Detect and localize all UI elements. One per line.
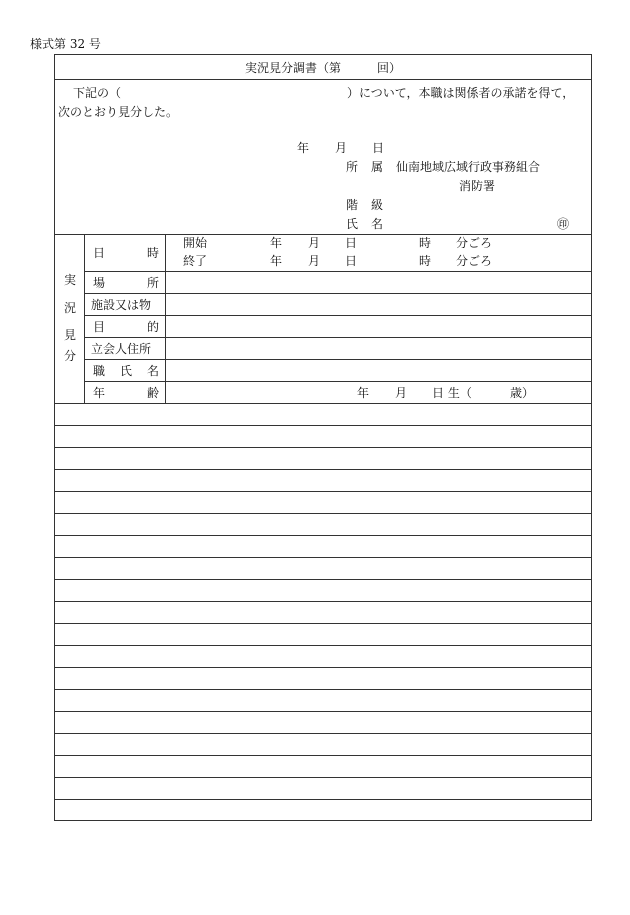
date-month-label: 月 [335, 141, 348, 155]
ruled-line [55, 425, 591, 426]
name-label-2: 名 [371, 217, 384, 231]
witness-address-label: 立会人住所 [91, 342, 152, 356]
row-divider [84, 315, 591, 316]
subject-blank[interactable] [125, 86, 347, 100]
ruled-line [55, 777, 591, 778]
ruled-line [55, 469, 591, 470]
side-label-char: 況 [64, 301, 77, 315]
witness-name-label-1: 職 [93, 364, 106, 378]
start-month: 月 [308, 236, 321, 250]
side-label-char: 実 [64, 273, 77, 287]
witness-name-label-2: 氏 [120, 364, 133, 378]
organization-name: 仙南地域広域行政事務組合 [396, 160, 541, 174]
witness-address-field[interactable] [167, 339, 589, 358]
place-label-1: 場 [93, 276, 106, 290]
end-hour: 時 [419, 254, 432, 268]
date-year-label: 年 [297, 141, 310, 155]
ruled-line [55, 491, 591, 492]
intro-suffix: ）について，本職は関係者の承諾を得て， [347, 86, 575, 100]
datetime-label-2: 時 [147, 246, 160, 260]
intro-prefix: 下記の（ [73, 86, 122, 100]
end-day: 日 [345, 254, 358, 268]
ruled-line [55, 579, 591, 580]
datetime-label-1: 日 [93, 246, 106, 260]
age-label-2: 齢 [147, 386, 160, 400]
purpose-label-2: 的 [147, 320, 160, 334]
ruled-line [55, 601, 591, 602]
place-label-2: 所 [147, 276, 160, 290]
end-year: 年 [270, 254, 283, 268]
ruled-line [55, 645, 591, 646]
witness-name-label-3: 名 [147, 364, 160, 378]
ruled-line [55, 557, 591, 558]
ruled-line [55, 689, 591, 690]
end-month: 月 [308, 254, 321, 268]
affiliation-label-2: 属 [371, 160, 384, 174]
age-label-1: 年 [93, 386, 106, 400]
start-year: 年 [270, 236, 283, 250]
table-top-border [55, 234, 591, 235]
purpose-label-1: 目 [93, 320, 106, 334]
end-label: 終了 [183, 254, 208, 268]
ruled-line [55, 447, 591, 448]
ruled-line [55, 733, 591, 734]
name-label-1: 氏 [346, 217, 359, 231]
row-divider [84, 381, 591, 382]
intro-line-2: 次のとおり見分した。 [58, 105, 179, 119]
ruled-line [55, 667, 591, 668]
start-hour: 時 [419, 236, 432, 250]
row-divider [84, 359, 591, 360]
document-title: 実況見分調書（第 回） [245, 61, 402, 75]
rank-label-2: 級 [371, 198, 384, 212]
side-label-char: 見 [64, 328, 77, 342]
birth-month: 月 [395, 386, 408, 400]
inspection-report-form [54, 54, 592, 821]
date-day-label: 日 [372, 141, 385, 155]
age-value: 歳） [510, 386, 535, 400]
birth-year: 年 [357, 386, 370, 400]
ruled-line [55, 799, 591, 800]
start-minute: 分ごろ [456, 236, 493, 250]
department-name: 消防署 [459, 179, 496, 193]
ruled-line [55, 755, 591, 756]
facility-label: 施設又は物 [91, 298, 152, 312]
side-label-char: 分 [64, 349, 77, 363]
ruled-line [55, 535, 591, 536]
purpose-field[interactable] [167, 317, 589, 336]
affiliation-label-1: 所 [346, 160, 359, 174]
start-day: 日 [345, 236, 358, 250]
ruled-writing-area[interactable] [55, 403, 591, 820]
row-divider [84, 293, 591, 294]
side-label-divider [84, 234, 85, 403]
facility-field[interactable] [167, 295, 589, 314]
rank-label-1: 階 [346, 198, 359, 212]
ruled-line [55, 513, 591, 514]
end-minute: 分ごろ [456, 254, 493, 268]
start-label: 開始 [183, 236, 208, 250]
title-divider [55, 79, 591, 80]
form-number-label: 様式第 32 号 [30, 37, 101, 51]
row-divider [84, 337, 591, 338]
witness-name-field[interactable] [167, 361, 589, 380]
place-field[interactable] [167, 273, 589, 292]
row-divider [84, 271, 591, 272]
seal-mark: ㊞ [557, 217, 570, 231]
birth-day: 日 生（ [432, 386, 472, 400]
row-label-divider [165, 234, 166, 403]
ruled-line [55, 711, 591, 712]
ruled-line [55, 623, 591, 624]
